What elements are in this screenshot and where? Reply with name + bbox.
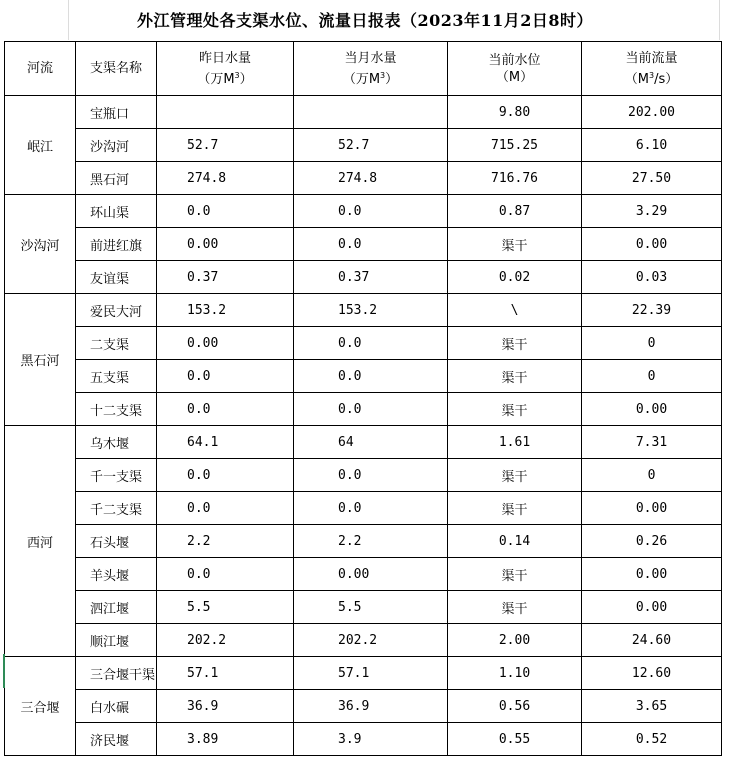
table-row bbox=[5, 624, 722, 657]
canal-name-cell[interactable]: 黑石河 bbox=[76, 162, 157, 195]
header-month-volume[interactable] bbox=[294, 42, 448, 96]
report-body bbox=[5, 96, 722, 756]
canal-name-cell[interactable]: 羊头堰 bbox=[76, 558, 157, 591]
current-flow-cell[interactable]: 0 bbox=[582, 459, 722, 492]
canal-name-cell[interactable]: 济民堰 bbox=[76, 723, 157, 756]
current-level-cell[interactable]: 715.25 bbox=[448, 129, 582, 162]
table-row bbox=[5, 162, 722, 195]
header-month-unit: （万$M^3$） bbox=[342, 70, 399, 87]
canal-name-cell[interactable]: 石头堰 bbox=[76, 525, 157, 558]
table-row bbox=[5, 360, 722, 393]
current-flow-cell[interactable]: 12.60 bbox=[582, 657, 722, 690]
yesterday-volume-cell[interactable]: 3.89 bbox=[157, 723, 294, 756]
current-level-cell[interactable]: 渠干 bbox=[448, 327, 582, 360]
current-level-cell[interactable]: \ bbox=[448, 294, 582, 327]
month-volume-cell[interactable]: 0.00 bbox=[294, 558, 448, 591]
yesterday-volume-cell[interactable]: 0.0 bbox=[157, 492, 294, 525]
river-group-cell[interactable]: 三合堰 bbox=[5, 657, 76, 756]
month-volume-cell[interactable]: 5.5 bbox=[294, 591, 448, 624]
current-flow-cell[interactable]: 24.60 bbox=[582, 624, 722, 657]
header-flow-label: 当前流量 bbox=[625, 50, 678, 66]
yesterday-volume-cell[interactable]: 0.0 bbox=[157, 360, 294, 393]
table-row bbox=[5, 294, 722, 327]
table-row bbox=[5, 228, 722, 261]
header-current-level[interactable] bbox=[448, 42, 582, 96]
canal-name-cell[interactable]: 宝瓶口 bbox=[76, 96, 157, 129]
current-flow-cell[interactable]: 0.03 bbox=[582, 261, 722, 294]
row-selection-marker bbox=[3, 654, 5, 688]
table-row bbox=[5, 459, 722, 492]
current-level-cell[interactable]: 渠干 bbox=[448, 558, 582, 591]
table-row bbox=[5, 96, 722, 129]
current-flow-cell[interactable]: 0.00 bbox=[582, 492, 722, 525]
current-flow-cell[interactable]: 0.00 bbox=[582, 228, 722, 261]
month-volume-cell[interactable]: 36.9 bbox=[294, 690, 448, 723]
current-level-cell[interactable]: 716.76 bbox=[448, 162, 582, 195]
canal-name-cell[interactable]: 爱民大河 bbox=[76, 294, 157, 327]
current-flow-cell[interactable]: 3.29 bbox=[582, 195, 722, 228]
yesterday-volume-cell[interactable]: 274.8 bbox=[157, 162, 294, 195]
yesterday-volume-cell[interactable]: 2.2 bbox=[157, 525, 294, 558]
header-row bbox=[5, 42, 722, 96]
yesterday-volume-cell[interactable]: 64.1 bbox=[157, 426, 294, 459]
daily-report-table bbox=[4, 41, 722, 756]
month-volume-cell[interactable]: 153.2 bbox=[294, 294, 448, 327]
month-volume-cell[interactable]: 0.0 bbox=[294, 327, 448, 360]
canal-name-cell[interactable]: 五支渠 bbox=[76, 360, 157, 393]
canal-name-cell[interactable]: 沙沟河 bbox=[76, 129, 157, 162]
yesterday-volume-cell[interactable]: 0.0 bbox=[157, 459, 294, 492]
yesterday-volume-cell[interactable]: 153.2 bbox=[157, 294, 294, 327]
table-row bbox=[5, 525, 722, 558]
canal-name-cell[interactable]: 千二支渠 bbox=[76, 492, 157, 525]
current-level-cell[interactable]: 2.00 bbox=[448, 624, 582, 657]
river-group-cell[interactable]: 西河 bbox=[5, 426, 76, 657]
yesterday-volume-cell[interactable]: 202.2 bbox=[157, 624, 294, 657]
month-volume-cell[interactable]: 0.0 bbox=[294, 228, 448, 261]
canal-name-cell[interactable]: 前进红旗 bbox=[76, 228, 157, 261]
yesterday-volume-cell[interactable]: 0.0 bbox=[157, 195, 294, 228]
canal-name-cell[interactable]: 二支渠 bbox=[76, 327, 157, 360]
river-group-cell[interactable]: 沙沟河 bbox=[5, 195, 76, 294]
table-row bbox=[5, 327, 722, 360]
yesterday-volume-cell[interactable]: 0.0 bbox=[157, 393, 294, 426]
header-current-flow[interactable] bbox=[582, 42, 722, 96]
current-flow-cell[interactable]: 6.10 bbox=[582, 129, 722, 162]
table-row bbox=[5, 426, 722, 459]
header-yesterday-unit: （万$M^3$） bbox=[197, 70, 253, 87]
month-volume-cell[interactable]: 202.2 bbox=[294, 624, 448, 657]
current-level-cell[interactable]: 0.14 bbox=[448, 525, 582, 558]
canal-name-cell[interactable]: 三合堰干渠 bbox=[76, 657, 157, 690]
month-volume-cell[interactable]: 0.0 bbox=[294, 393, 448, 426]
table-row bbox=[5, 558, 722, 591]
canal-name-cell[interactable]: 友谊渠 bbox=[76, 261, 157, 294]
current-flow-cell[interactable]: 202.00 bbox=[582, 96, 722, 129]
month-volume-cell[interactable]: 0.37 bbox=[294, 261, 448, 294]
header-flow-unit: $(M^3/s)$ bbox=[624, 70, 679, 87]
month-volume-cell[interactable]: 0.0 bbox=[294, 492, 448, 525]
table-row bbox=[5, 261, 722, 294]
yesterday-volume-cell[interactable]: 0.37 bbox=[157, 261, 294, 294]
canal-name-cell[interactable]: 乌木堰 bbox=[76, 426, 157, 459]
table-row bbox=[5, 492, 722, 525]
current-level-cell[interactable]: 1.10 bbox=[448, 657, 582, 690]
month-volume-cell[interactable]: 0.0 bbox=[294, 195, 448, 228]
canal-name-cell[interactable]: 环山渠 bbox=[76, 195, 157, 228]
yesterday-volume-cell[interactable]: 5.5 bbox=[157, 591, 294, 624]
river-group-cell[interactable]: 黑石河 bbox=[5, 294, 76, 426]
month-volume-cell[interactable]: 0.0 bbox=[294, 459, 448, 492]
month-volume-cell[interactable]: 3.9 bbox=[294, 723, 448, 756]
current-level-cell[interactable]: 0.02 bbox=[448, 261, 582, 294]
table-row bbox=[5, 129, 722, 162]
current-flow-cell[interactable]: 0 bbox=[582, 360, 722, 393]
current-level-cell[interactable]: 0.87 bbox=[448, 195, 582, 228]
current-level-cell[interactable]: 0.56 bbox=[448, 690, 582, 723]
table-row bbox=[5, 723, 722, 756]
current-level-cell[interactable]: 渠干 bbox=[448, 459, 582, 492]
current-flow-cell[interactable]: 0.26 bbox=[582, 525, 722, 558]
current-level-cell[interactable]: 渠干 bbox=[448, 228, 582, 261]
yesterday-volume-cell[interactable]: 52.7 bbox=[157, 129, 294, 162]
current-level-cell[interactable]: 1.61 bbox=[448, 426, 582, 459]
canal-name-cell[interactable]: 泗江堰 bbox=[76, 591, 157, 624]
table-row bbox=[5, 195, 722, 228]
month-volume-cell[interactable]: 64 bbox=[294, 426, 448, 459]
current-level-cell[interactable]: 0.55 bbox=[448, 723, 582, 756]
header-river[interactable]: 河流 bbox=[5, 42, 76, 96]
month-volume-cell[interactable]: 57.1 bbox=[294, 657, 448, 690]
current-level-cell[interactable]: 9.80 bbox=[448, 96, 582, 129]
current-level-cell[interactable]: 渠干 bbox=[448, 360, 582, 393]
current-flow-cell[interactable]: 0.00 bbox=[582, 591, 722, 624]
yesterday-volume-cell[interactable]: 0.00 bbox=[157, 327, 294, 360]
current-flow-cell[interactable]: 0.00 bbox=[582, 558, 722, 591]
month-volume-cell[interactable] bbox=[294, 96, 448, 129]
current-flow-cell[interactable]: 0.52 bbox=[582, 723, 722, 756]
header-canal-name[interactable]: 支渠名称 bbox=[76, 42, 157, 96]
current-flow-cell[interactable]: 0.00 bbox=[582, 393, 722, 426]
yesterday-volume-cell[interactable]: 36.9 bbox=[157, 690, 294, 723]
canal-name-cell[interactable]: 十二支渠 bbox=[76, 393, 157, 426]
yesterday-volume-cell[interactable]: 0.00 bbox=[157, 228, 294, 261]
current-flow-cell[interactable]: 22.39 bbox=[582, 294, 722, 327]
month-volume-cell[interactable]: 274.8 bbox=[294, 162, 448, 195]
current-level-cell[interactable]: 渠干 bbox=[448, 393, 582, 426]
header-yesterday-label: 昨日水量 bbox=[198, 50, 251, 66]
table-row bbox=[5, 591, 722, 624]
canal-name-cell[interactable]: 千一支渠 bbox=[76, 459, 157, 492]
table-row bbox=[5, 690, 722, 723]
table-row bbox=[5, 657, 722, 690]
month-volume-cell[interactable]: 52.7 bbox=[294, 129, 448, 162]
month-volume-cell[interactable]: 2.2 bbox=[294, 525, 448, 558]
canal-name-cell[interactable]: 顺江堰 bbox=[76, 624, 157, 657]
river-group-cell[interactable]: 岷江 bbox=[5, 96, 76, 195]
header-level-label: 当前水位 bbox=[488, 52, 541, 68]
header-level-unit: （M） bbox=[495, 69, 534, 85]
header-yesterday-volume[interactable] bbox=[157, 42, 294, 96]
month-volume-cell[interactable]: 0.0 bbox=[294, 360, 448, 393]
yesterday-volume-cell[interactable] bbox=[157, 96, 294, 129]
current-flow-cell[interactable]: 3.65 bbox=[582, 690, 722, 723]
yesterday-volume-cell[interactable]: 0.0 bbox=[157, 558, 294, 591]
current-level-cell[interactable]: 渠干 bbox=[448, 591, 582, 624]
yesterday-volume-cell[interactable]: 57.1 bbox=[157, 657, 294, 690]
table-row bbox=[5, 393, 722, 426]
current-level-cell[interactable]: 渠干 bbox=[448, 492, 582, 525]
canal-name-cell[interactable]: 白水碾 bbox=[76, 690, 157, 723]
header-month-label: 当月水量 bbox=[344, 50, 397, 66]
current-flow-cell[interactable]: 7.31 bbox=[582, 426, 722, 459]
current-flow-cell[interactable]: 0 bbox=[582, 327, 722, 360]
current-flow-cell[interactable]: 27.50 bbox=[582, 162, 722, 195]
report-title: 外江管理处各支渠水位、流量日报表（2023年11月2日8时） bbox=[136, 10, 594, 30]
